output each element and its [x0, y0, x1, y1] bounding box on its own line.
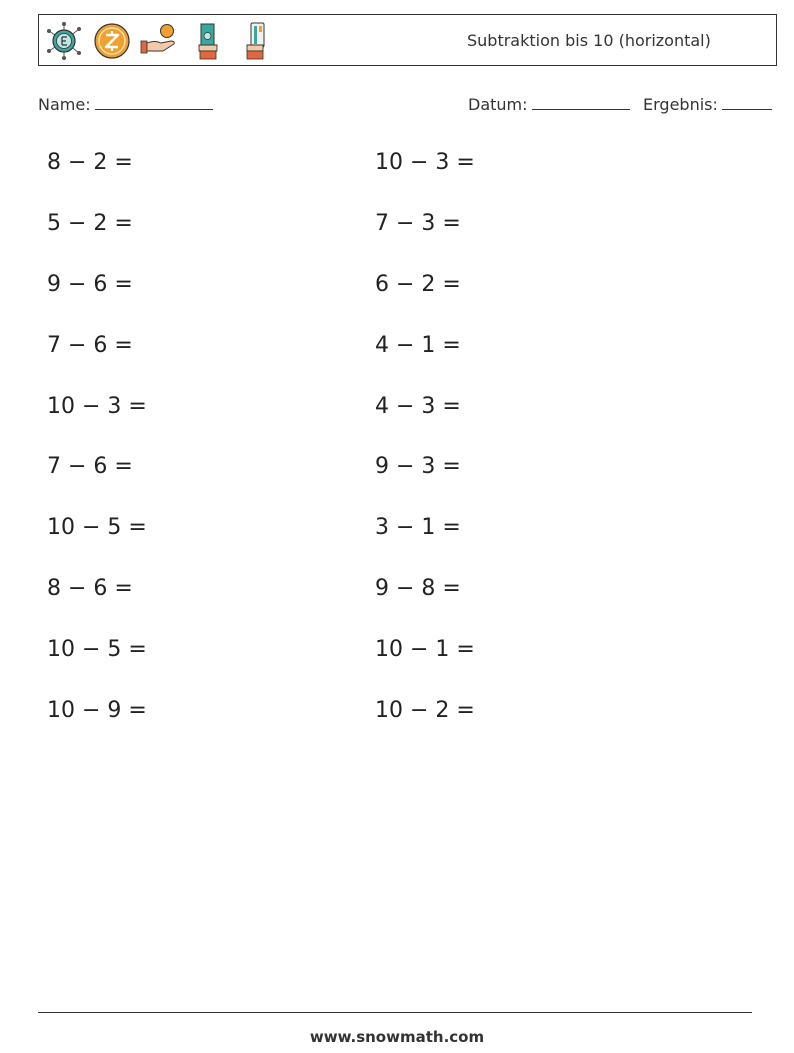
- date-label: Datum:: [468, 95, 528, 114]
- problem-right-6: 9 − 3 =: [375, 454, 461, 479]
- name-label: Name:: [38, 95, 91, 114]
- problem-left-2: 5 − 2 =: [47, 211, 133, 236]
- problem-left-5: 10 − 3 =: [47, 394, 147, 419]
- problem-left-8: 8 − 6 =: [47, 576, 133, 601]
- problem-right-8: 9 − 8 =: [375, 576, 461, 601]
- footer-divider: [38, 1012, 752, 1013]
- problem-right-5: 4 − 3 =: [375, 394, 461, 419]
- problem-left-6: 7 − 6 =: [47, 454, 133, 479]
- problem-right-9: 10 − 1 =: [375, 637, 475, 662]
- problem-right-3: 6 − 2 =: [375, 272, 461, 297]
- footer-url[interactable]: www.snowmath.com: [309, 1028, 485, 1046]
- problem-left-3: 9 − 6 =: [47, 272, 133, 297]
- problem-left-10: 10 − 9 =: [47, 698, 147, 723]
- result-label: Ergebnis:: [643, 95, 718, 114]
- problem-right-7: 3 − 1 =: [375, 515, 461, 540]
- problem-right-10: 10 − 2 =: [375, 698, 475, 723]
- problem-right-1: 10 − 3 =: [375, 150, 475, 175]
- problem-left-1: 8 − 2 =: [47, 150, 133, 175]
- problem-right-2: 7 − 3 =: [375, 211, 461, 236]
- problem-right-4: 4 − 1 =: [375, 333, 461, 358]
- problem-left-9: 10 − 5 =: [47, 637, 147, 662]
- problem-left-4: 7 − 6 =: [47, 333, 133, 358]
- problem-left-7: 10 − 5 =: [47, 515, 147, 540]
- worksheet-title: Subtraktion bis 10 (horizontal): [467, 31, 711, 50]
